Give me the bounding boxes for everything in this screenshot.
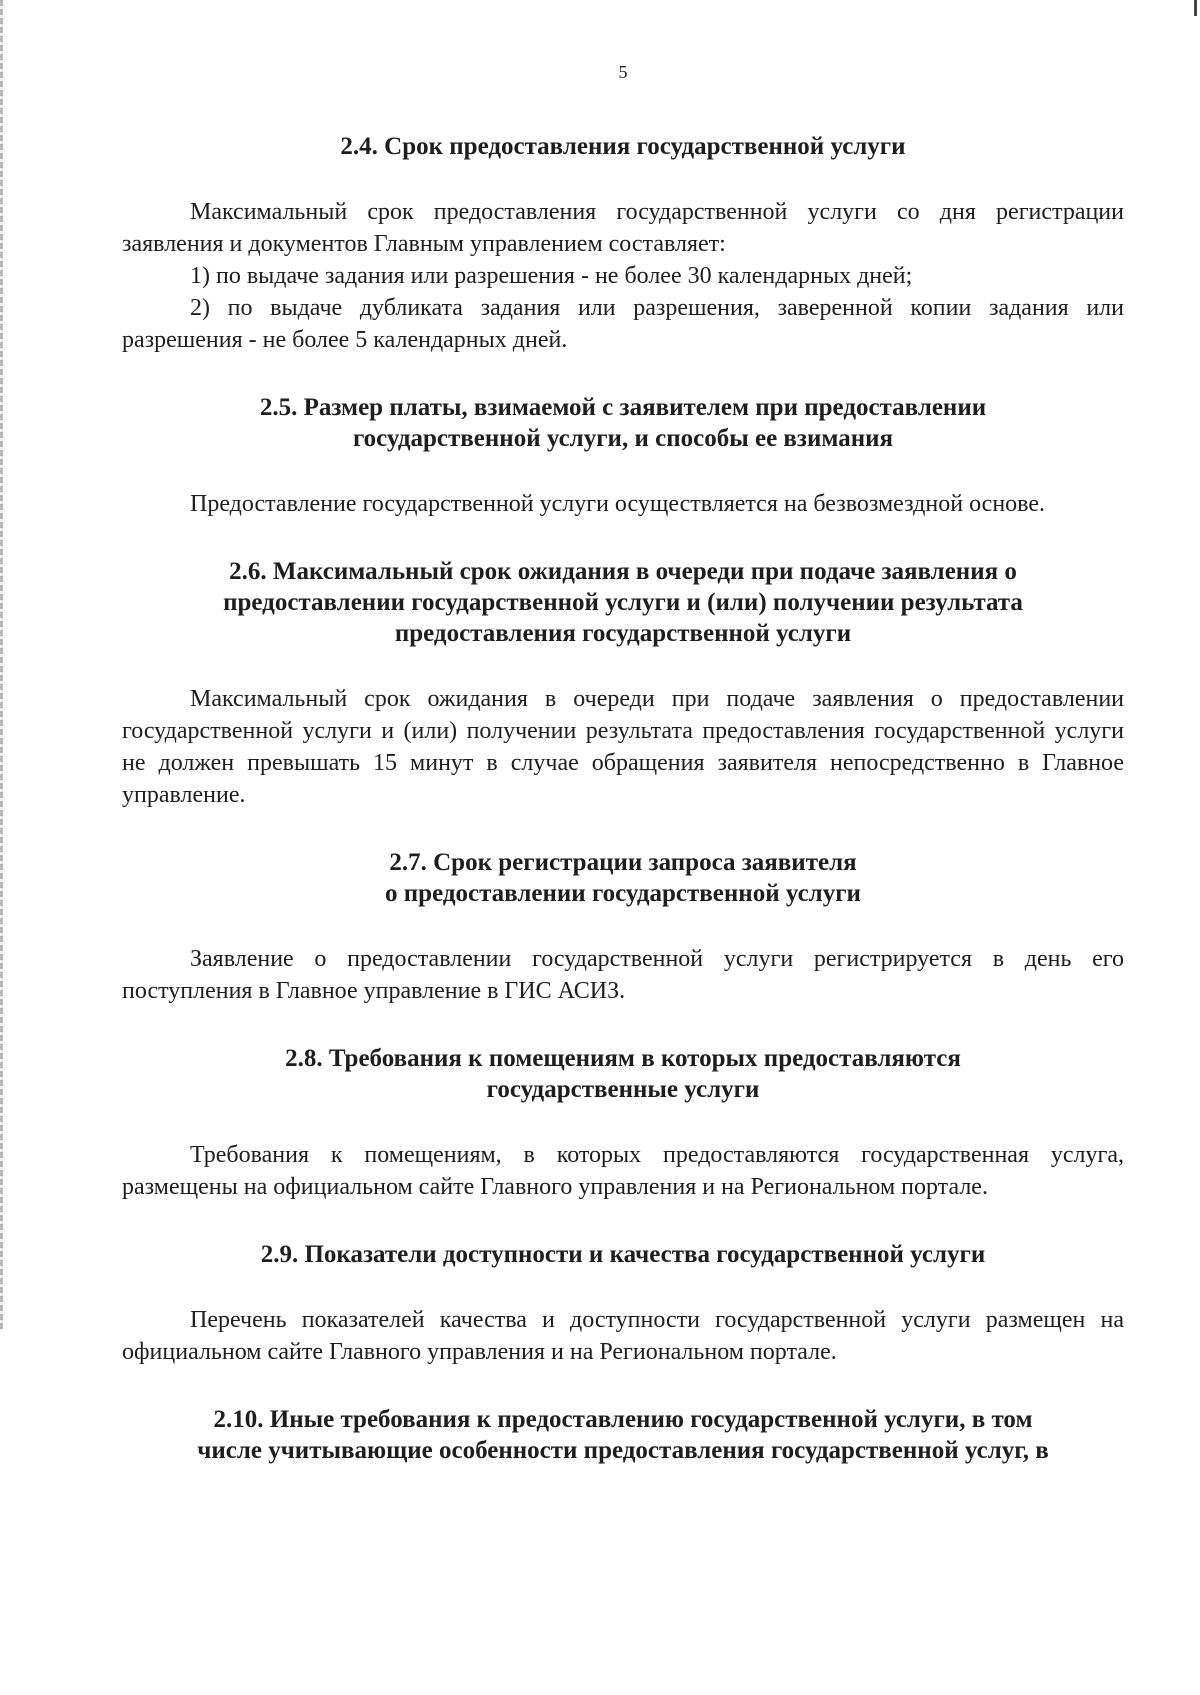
section-title	[122, 1404, 1124, 1466]
section-title-line: государственной услуги, и способы ее взимания	[352, 425, 894, 452]
scan-edge-artifact	[0, 0, 3, 1330]
paragraph: Заявление о предоставлении государственной услуги регистрируется в день его поступления в Главное управление в ГИС АСИЗ.	[122, 946, 1124, 1004]
paragraph: Перечень показателей качества и доступности государственной услуги размещен на официальном сайте Главного управления и на Региональном портале.	[122, 1307, 1124, 1365]
list-item: 1) по выдаче задания или разрешения - не более 30 календарных дней;	[190, 263, 913, 289]
section-2-7	[122, 847, 1124, 1007]
section-title-line: 2.4. Срок предоставления государственной услуги	[340, 133, 906, 160]
page-number: 5	[618, 62, 628, 82]
section-title-line: 2.7. Срок регистрации запроса заявителя	[389, 849, 857, 876]
section-title	[122, 131, 1124, 162]
section-title-line: 2.8. Требования к помещениям в которых предоставляются	[285, 1045, 961, 1072]
section-title-line: о предоставлении государственной услуги	[385, 880, 861, 907]
section-title-line: числе учитывающие особенности предоставления государственной услуг, в	[197, 1437, 1049, 1464]
paragraph: Максимальный срок предоставления государственной услуги со дня регистрации заявления и документов Главным управлением составляет:	[122, 199, 1124, 257]
section-2-5	[122, 392, 1124, 520]
section-title-line: 2.6. Максимальный срок ожидания в очереди при подаче заявления о	[229, 558, 1017, 585]
document-page	[122, 62, 1124, 1466]
paragraph: Предоставление государственной услуги осуществляется на безвозмездной основе.	[190, 491, 1046, 517]
paragraph: Требования к помещениям, в которых предоставляются государственная услуга, размещены на официальном сайте Главного управления и на Региональном портале.	[122, 1142, 1124, 1200]
section-title-line: 2.9. Показатели доступности и качества государственной услуги	[260, 1241, 986, 1268]
section-title	[122, 392, 1124, 454]
section-2-9	[122, 1239, 1124, 1368]
section-title	[122, 1043, 1124, 1105]
section-title	[122, 847, 1124, 909]
section-2-6	[122, 556, 1124, 811]
paragraph: Максимальный срок ожидания в очереди при подаче заявления о предоставлении государственной услуги и (или) получении результата предоставления государственной услуги не должен превышать 15 минут в случае обращения заявителя непосредственно в Главное управление.	[122, 686, 1124, 808]
section-title-line: предоставления государственной услуги	[394, 620, 852, 647]
section-title	[122, 1239, 1124, 1270]
scan-corner-mark	[1194, 0, 1197, 16]
section-title-line: 2.5. Размер платы, взимаемой с заявителем при предоставлении	[259, 394, 987, 421]
list-item: 2) по выдаче дубликата задания или разрешения, заверенной копии задания или разрешения - не более 5 календарных дней.	[122, 295, 1124, 353]
section-title-line: предоставлении государственной услуги и (или) получении результата	[223, 589, 1023, 616]
section-title-line: государственные услуги	[486, 1076, 760, 1103]
section-2-4	[122, 131, 1124, 356]
section-title	[122, 556, 1124, 649]
section-2-10	[122, 1404, 1124, 1466]
section-2-8	[122, 1043, 1124, 1203]
section-title-line: 2.10. Иные требования к предоставлению государственной услуги, в том	[213, 1406, 1033, 1433]
